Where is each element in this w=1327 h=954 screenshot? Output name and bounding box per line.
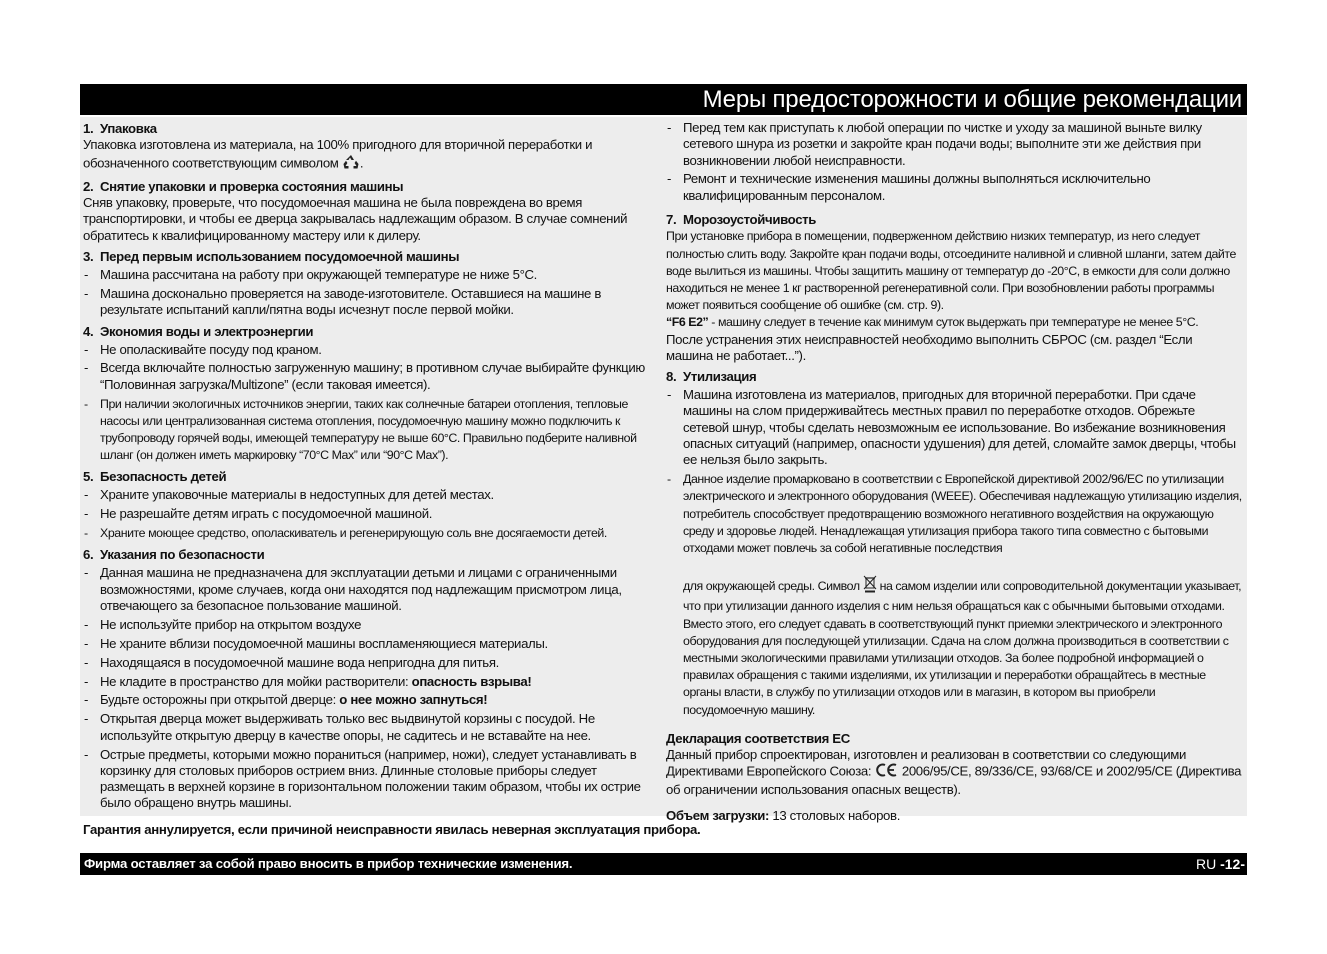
list-item: - При наличии экологичных источников энергии, таких как солнечные батареи отопления, тепловые насосы или централизованная система отопления, посудомоечную машину можно подключить к трубопроводу горячей воды, имеющей температуру не выше 60°C. Правильно подберите наливной шланг (он должен иметь маркировку “70°C Max” или “90°C Max”). xyxy=(83,396,661,465)
list-item: - Ремонт и технические изменения машины должны выполняться исключительно квалифицированным персоналом. xyxy=(666,171,1242,204)
section-6-heading: 6. Указания по безопасности xyxy=(83,547,265,563)
page-title: Меры предосторожности и общие рекомендации xyxy=(702,86,1242,113)
list-item: - Не разрешайте детям играть с посудомоечной машиной. xyxy=(83,506,661,522)
declaration-heading: Декларация соответствия ЕС xyxy=(666,730,850,746)
list-item: - Данное изделие промарковано в соответствии с Европейской директивой 2002/96/ЕС по утилизации электрического и электронного оборудования (WEEE). Обеспечивая надлежащую утилизацию изделия, потребитель способствует предотвращению возможного негативного воздействия на окружающую среду и здоровье людей. Ненадлежащая утилизация прибора такого типа совместно с бытовыми отходами может повлечь за собой негативные последствия для окружающей среды. Символ на самом изделии или сопроводительной документации указывает, что при утилизации данного изделия с ним нельзя обращаться как с обычными бытовыми отходами. Вместо этого, его следует сдавать в соответствующий пункт приемки электрического и электронного оборудования для последующей утилизации. Сдача на слом должна производиться в соответствии с местными экологическими правилами утилизации отходов. За более подробной информацией о правилах обращения с такими изделиями, их утилизации и переработки обращайтесь в местные органы власти, в службу по утилизации отходов или в магазин, в котором вы приобрели посудомоечную машину. xyxy=(666,471,1242,719)
list-item: - Будьте осторожны при открытой дверце: о нее можно запнуться! xyxy=(83,692,661,708)
page-footer xyxy=(80,853,1247,875)
section-7-text-2: После устранения этих неисправностей необходимо выполнить СБРОС (см. раздел “Если машина не работает...”). xyxy=(666,331,1193,363)
list-item: - Данная машина не предназначена для эксплуатации детьми и лицами с ограниченными возможностями, кроме случаев, когда они находятся под надлежащим присмотром лица, отвечающего за безопасное пользование машиной. xyxy=(83,565,661,614)
section-3-heading: 3. Перед первым использованием посудомоечной машины xyxy=(83,249,460,265)
list-item: - Храните моющее средство, ополаскиватель и регенерирующую соль вне досягаемости детей. xyxy=(83,525,661,542)
list-item: - Не используйте прибор на открытом воздухе xyxy=(83,617,661,633)
list-item: - Не кладите в пространство для мойки растворители: опасность взрыва! xyxy=(83,674,661,690)
content-area xyxy=(80,117,1247,824)
list-item: - Острые предметы, которыми можно пораниться (например, ножи), следует устанавливать в корзинку для столовых приборов острием вниз. Длинные столовые приборы следует размещать в верхней корзине в горизонтальном положении таким образом, чтобы их острие было обращено внутрь машины. xyxy=(83,747,661,812)
list-item: - Не ополаскивайте посуду под краном. xyxy=(83,342,661,358)
section-2-text: Сняв упаковку, проверьте, что посудомоечная машина не была повреждена во время транспортировки, и чтобы ее дверца закрывалась надлежащим образом. В случае сомнений обратитесь к квалифицированному мастеру или к дилеру. xyxy=(83,195,628,243)
section-7-heading: 7. Морозоустойчивость xyxy=(666,212,817,228)
right-column xyxy=(666,121,1242,824)
list-item: - Машина изготовлена из материалов, пригодных для вторичной переработки. При сдаче машины на слом придерживайтесь местных правил по переработке отходов. Обрежьте сетевой шнур, чтобы сделать невозможным ее использование. Во избежание возникновения опасных ситуаций (например, опасности удушения) для детей, сломайте замок дверцы, чтобы ее нельзя было закрыть. xyxy=(666,387,1242,468)
section-1-heading: 1. Упаковка xyxy=(83,121,157,136)
list-item: - Не храните вблизи посудомоечной машины воспламеняющиеся материалы. xyxy=(83,636,661,652)
list-item: - Находящаяся в посудомоечной машине вода непригодна для питья. xyxy=(83,655,661,671)
list-item: - Открытая дверца может выдерживать только вес выдвинутой корзины с посудой. Не используйте открытую дверцу в качестве опоры, не садитесь и не вставайте на нее. xyxy=(83,711,661,744)
safety-list-continued xyxy=(666,120,1242,204)
recycle-icon xyxy=(342,154,360,174)
load-capacity: Объем загрузки: 13 столовых наборов. xyxy=(666,808,901,824)
list-item: - Храните упаковочные материалы в недоступных для детей местах. xyxy=(83,487,661,503)
section-5-list xyxy=(83,487,661,542)
section-8-list xyxy=(666,387,1242,719)
ce-mark-icon xyxy=(875,763,899,781)
warranty-note: Гарантия аннулируется, если причиной неисправности явилась неверная эксплуатация прибора. xyxy=(83,822,701,837)
list-item: - Машина рассчитана на работу при окружающей температуре не ниже 5°C. xyxy=(83,267,661,283)
section-4-list xyxy=(83,342,661,465)
section-3-list xyxy=(83,267,661,318)
weee-crossed-bin-icon xyxy=(863,575,877,598)
list-item: - Перед тем как приступать к любой операции по чистке и уходу за машиной выньте вилку сетевого шнура из розетки и закройте кран подачи воды; выполните эти же действия при возникновении любой неисправности. xyxy=(666,120,1242,169)
list-item: - Машина досконально проверяется на заводе-изготовителе. Оставшиеся на машине в результате испытаний капли/пятна воды исчезнут после первой мойки. xyxy=(83,286,661,319)
section-6-list xyxy=(83,565,661,811)
section-1-text: Упаковка изготовлена из материала, на 100% пригодного для вторичной переработки и обозначенного соответствующим символом . xyxy=(83,137,661,174)
page-number: RU -12- xyxy=(1195,856,1245,872)
declaration-text: Данный прибор спроектирован, изготовлен и реализован в соответствии со следующими Директивами Европейского Союза: 2006/95/CE, 89/336/CE, 93/68/CE и 2002/95/CE (Директива об ограничении использования опасных веществ). xyxy=(666,747,1242,797)
section-4-heading: 4. Экономия воды и электроэнергии xyxy=(83,323,314,339)
rights-note: Фирма оставляет за собой право вносить в прибор технические изменения. xyxy=(84,856,573,871)
section-7-text: При установке прибора в помещении, подверженном действию низких температур, из него следует полностью слить воду. Закройте кран подачи воды, отсоедините наливной и сливной шланги, затем дайте воде вылиться из машины. Чтобы защитить машину от температур до -20°C, в емкости для соли должно находиться не менее 1 кг растворенной регенеративной соли. При возобновлении работы программы может появиться сообщение об ошибке (см. стр. 9). “F6 E2” - машину следует в течение как минимум суток выдержать при температуре не менее 5°C. xyxy=(666,229,1236,330)
section-8-heading: 8. Утилизация xyxy=(666,369,757,385)
section-2-heading: 2. Снятие упаковки и проверка состояния машины xyxy=(83,178,404,194)
section-5-heading: 5. Безопасность детей xyxy=(83,469,227,485)
left-column xyxy=(83,121,661,814)
list-item: - Всегда включайте полностью загруженную машину; в противном случае выбирайте функцию “Половинная загрузка/Multizone” (если таковая имеется). xyxy=(83,360,661,393)
page-header xyxy=(80,84,1247,115)
